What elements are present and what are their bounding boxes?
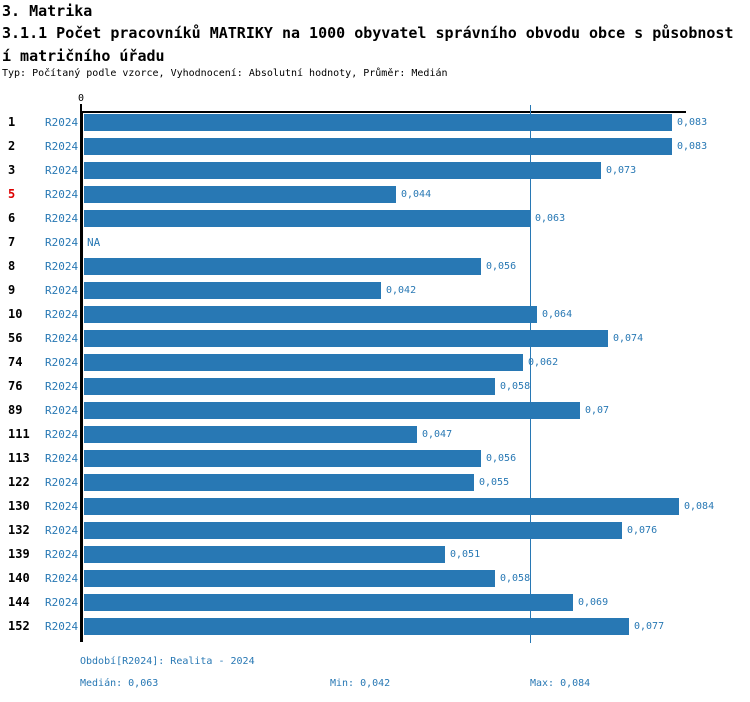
row-series-label: R2024 [45, 380, 79, 393]
row-id-label: 130 [8, 499, 30, 513]
row-value-label: 0,062 [528, 357, 559, 368]
row-id-label: 1 [8, 115, 16, 129]
bar [84, 210, 530, 227]
bar [84, 426, 417, 443]
bar [84, 498, 679, 515]
min-stat: Min: 0,042 [330, 678, 391, 689]
chart-row [0, 426, 750, 443]
bar [84, 306, 537, 323]
row-id-label: 89 [8, 403, 23, 417]
chart-row [0, 282, 750, 299]
row-id-label: 122 [8, 475, 30, 489]
row-series-label: R2024 [45, 404, 79, 417]
chart-row [0, 234, 750, 251]
chart-row [0, 570, 750, 587]
x-axis-line [80, 111, 686, 113]
row-series-label: R2024 [45, 524, 79, 537]
row-series-label: R2024 [45, 356, 79, 369]
row-id-label: 10 [8, 307, 23, 321]
row-value-label: 0,042 [386, 285, 417, 296]
row-id-label: 132 [8, 523, 30, 537]
row-value-label: 0,084 [684, 501, 715, 512]
row-value-label: NA [87, 236, 101, 249]
row-series-label: R2024 [45, 596, 79, 609]
chart-row [0, 138, 750, 155]
chart-row [0, 618, 750, 635]
chart-subtitle: Typ: Počítaný podle vzorce, Vyhodnocení: Absolutní hodnoty, Průměr: Medián [2, 68, 448, 79]
row-series-label: R2024 [45, 500, 79, 513]
row-id-label: 140 [8, 571, 30, 585]
section-title: 3. Matrika [2, 2, 93, 20]
row-series-label: R2024 [45, 260, 79, 273]
row-value-label: 0,074 [613, 333, 644, 344]
row-value-label: 0,056 [486, 261, 517, 272]
row-id-label: 3 [8, 163, 16, 177]
row-value-label: 0,056 [486, 453, 517, 464]
period-label: Období[R2024]: Realita - 2024 [80, 656, 255, 667]
bar [84, 546, 445, 563]
chart-row [0, 594, 750, 611]
row-value-label: 0,083 [677, 117, 708, 128]
chart-row [0, 210, 750, 227]
chart-row [0, 522, 750, 539]
bar [84, 114, 672, 131]
chart-row [0, 330, 750, 347]
row-id-label: 144 [8, 595, 30, 609]
bar [84, 282, 381, 299]
bar [84, 402, 580, 419]
bar [84, 450, 481, 467]
row-series-label: R2024 [45, 116, 79, 129]
bar [84, 258, 481, 275]
row-value-label: 0,064 [542, 309, 573, 320]
row-series-label: R2024 [45, 428, 79, 441]
chart-title-line1: 3.1.1 Počet pracovníků MATRIKY na 1000 obyvatel správního obvodu obce s působnost [2, 24, 734, 42]
bar [84, 162, 601, 179]
bar [84, 522, 622, 539]
bar [84, 618, 629, 635]
row-value-label: 0,058 [500, 573, 531, 584]
row-series-label: R2024 [45, 236, 79, 249]
chart-row [0, 474, 750, 491]
row-series-label: R2024 [45, 308, 79, 321]
row-series-label: R2024 [45, 476, 79, 489]
bar [84, 330, 608, 347]
bar [84, 186, 396, 203]
bar [84, 570, 495, 587]
row-series-label: R2024 [45, 572, 79, 585]
row-id-label: 76 [8, 379, 23, 393]
row-series-label: R2024 [45, 164, 79, 177]
median-stat: Medián: 0,063 [80, 678, 159, 689]
row-series-label: R2024 [45, 284, 79, 297]
row-id-label: 5 [8, 187, 16, 201]
chart-row [0, 162, 750, 179]
row-value-label: 0,047 [422, 429, 453, 440]
bar [84, 594, 573, 611]
chart-row [0, 306, 750, 323]
chart-row [0, 114, 750, 131]
row-series-label: R2024 [45, 620, 79, 633]
row-id-label: 139 [8, 547, 30, 561]
row-id-label: 6 [8, 211, 16, 225]
row-value-label: 0,063 [535, 213, 566, 224]
row-value-label: 0,044 [401, 189, 432, 200]
row-id-label: 56 [8, 331, 23, 345]
row-id-label: 8 [8, 259, 16, 273]
row-value-label: 0,07 [585, 405, 610, 416]
x-axis-zero-label: 0 [77, 93, 85, 104]
row-id-label: 9 [8, 283, 16, 297]
bar [84, 474, 474, 491]
row-value-label: 0,083 [677, 141, 708, 152]
row-id-label: 152 [8, 619, 30, 633]
row-id-label: 74 [8, 355, 23, 369]
bar [84, 354, 523, 371]
row-series-label: R2024 [45, 140, 79, 153]
chart-row [0, 402, 750, 419]
row-id-label: 111 [8, 427, 30, 441]
chart-row [0, 378, 750, 395]
row-series-label: R2024 [45, 212, 79, 225]
chart-row [0, 498, 750, 515]
chart-row [0, 450, 750, 467]
chart-row [0, 258, 750, 275]
max-stat: Max: 0,084 [530, 678, 591, 689]
row-series-label: R2024 [45, 452, 79, 465]
row-id-label: 2 [8, 139, 16, 153]
row-series-label: R2024 [45, 548, 79, 561]
bar [84, 378, 495, 395]
row-value-label: 0,073 [606, 165, 637, 176]
row-id-label: 7 [8, 235, 16, 249]
row-value-label: 0,076 [627, 525, 658, 536]
row-value-label: 0,069 [578, 597, 609, 608]
bar [84, 138, 672, 155]
row-value-label: 0,077 [634, 621, 665, 632]
row-id-label: 113 [8, 451, 30, 465]
row-value-label: 0,055 [479, 477, 510, 488]
row-series-label: R2024 [45, 332, 79, 345]
chart-title-line2: í matričního úřadu [2, 47, 165, 65]
row-series-label: R2024 [45, 188, 79, 201]
row-value-label: 0,051 [450, 549, 481, 560]
chart-row [0, 354, 750, 371]
chart-row [0, 186, 750, 203]
chart-row [0, 546, 750, 563]
row-value-label: 0,058 [500, 381, 531, 392]
